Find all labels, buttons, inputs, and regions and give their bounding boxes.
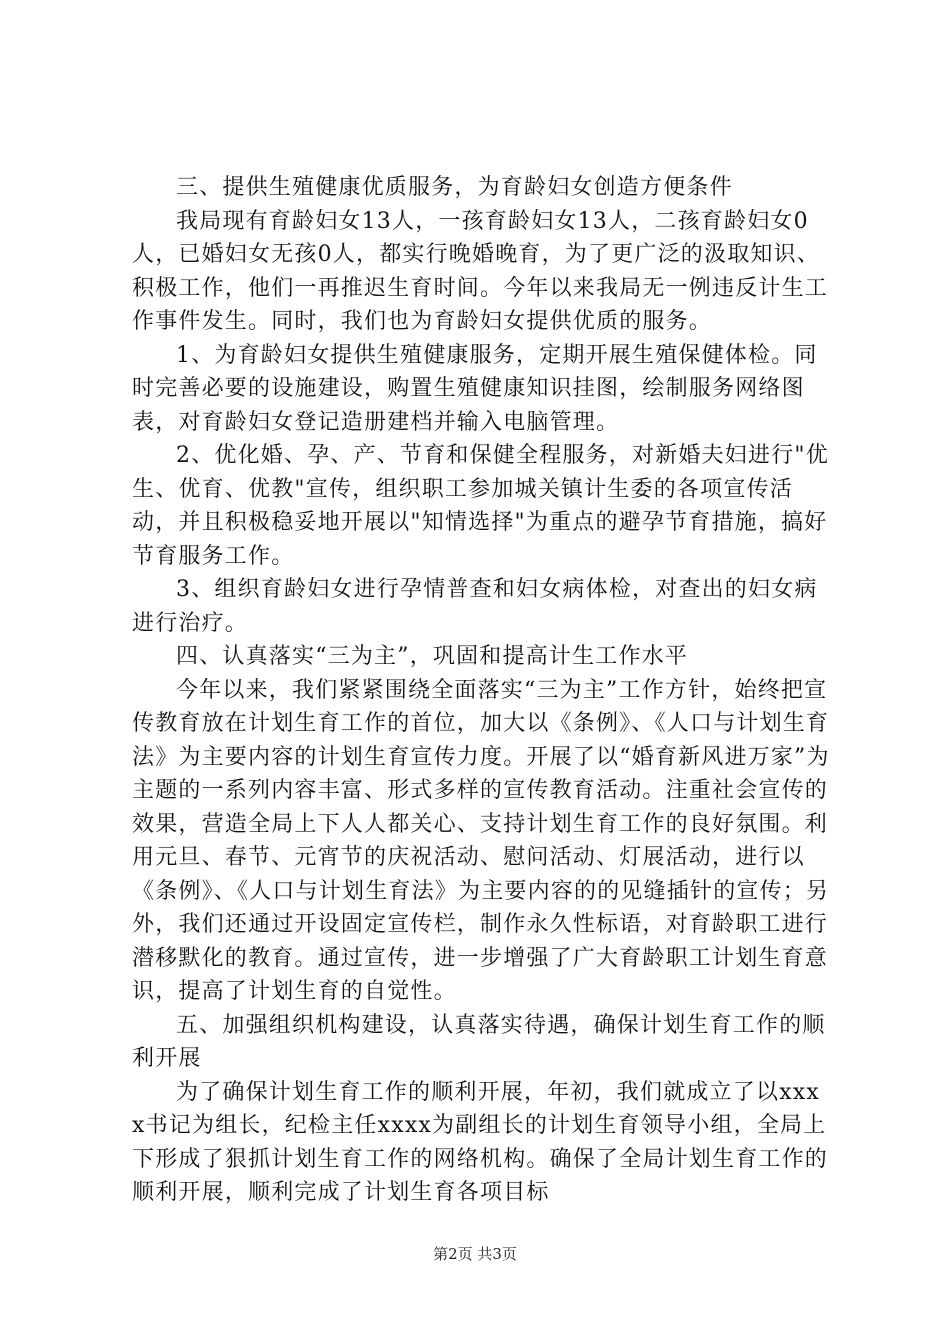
- section-heading-3: 三、提供生殖健康优质服务，为育龄妇女创造方便条件: [176, 175, 733, 200]
- document-body: [132, 171, 832, 1210]
- section-heading-4: 四、认真落实“三为主”，巩固和提高计生工作水平: [176, 644, 689, 669]
- paragraph-item-2: 2、优化婚、孕、产、节育和保健全程服务，对新婚夫妇进行"优生、优育、优教"宣传，组织职工参加城关镇计生委的各项宣传活动，并且积极稳妥地开展以"知情选择"为重点的避孕节育措施，搞好节育服务工作。: [132, 443, 829, 569]
- paragraph-publicity: 今年以来，我们紧紧围绕全面落实“三为主”工作方针，始终把宣传教育放在计划生育工作的首位，加大以《条例》、《人口与计划生育法》为主要内容的计划生育宣传力度。开展了以“婚育新风进万家”为主题的一系列内容丰富、形式多样的宣传教育活动。注重社会宣传的效果，营造全局上下人人都关心、支持计划生育工作的良好氛围。利用元旦、春节、元宵节的庆祝活动、慰问活动、灯展活动，进行以《条例》、《人口与计划生育法》为主要内容的的见缝插针的宣传；另外，我们还通过开设固定宣传栏，制作永久性标语，对育龄职工进行潜移默化的教育。通过宣传，进一步增强了广大育龄职工计划生育意识，提高了计划生育的自觉性。: [132, 677, 830, 1004]
- paragraph-item-3: 3、组织育龄妇女进行孕情普查和妇女病体检，对查出的妇女病进行治疗。: [132, 577, 818, 636]
- page-number-footer: 第2页 共3页: [433, 1245, 517, 1263]
- paragraph-staff-statistics: 我局现有育龄妇女13人，一孩育龄妇女13人，二孩育龄妇女0人，已婚妇女无孩0人，都实行晚婚晚育，为了更广泛的汲取知识、积极工作，他们一再推迟生育时间。今年以来我局无一例违反计生工作事件发生。同时，我们也为育龄妇女提供优质的服务。: [132, 208, 829, 334]
- paragraph-organization: 为了确保计划生育工作的顺利开展，年初，我们就成立了以xxxx书记为组长，纪检主任xxxx为副组长的计划生育领导小组，全局上下形成了狠抓计划生育工作的网络机构。确保了全局计划生育工作的顺利开展，顺利完成了计划生育各项目标: [132, 1079, 829, 1205]
- paragraph-item-1: 1、为育龄妇女提供生殖健康服务，定期开展生殖保健体检。同时完善必要的设施建设，购置生殖健康知识挂图，绘制服务网络图表，对育龄妇女登记造册建档并输入电脑管理。: [132, 342, 818, 435]
- section-heading-5: 五、加强组织机构建设，认真落实待遇，确保计划生育工作的顺利开展: [132, 1012, 826, 1071]
